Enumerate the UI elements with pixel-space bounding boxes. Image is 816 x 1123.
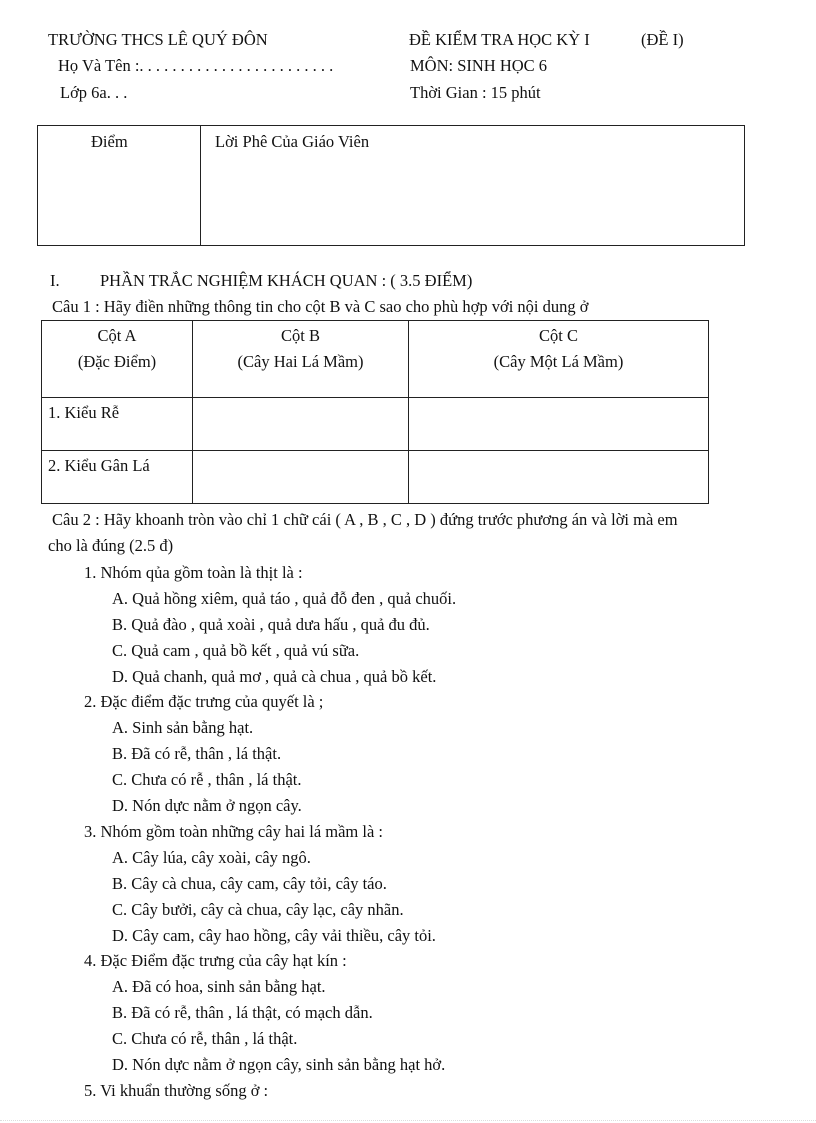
question-2-prompt-line1: Câu 2 : Hãy khoanh tròn vào chỉ 1 chữ cái ( A , B , C , D ) đứng trước phương án và lời mà em — [52, 510, 678, 529]
item-5-stem: 5. Vi khuẩn thường sống ở : — [84, 1081, 269, 1100]
item-4-stem: 4. Đặc Điểm đặc trưng của cây hạt kín : — [84, 951, 347, 970]
answer-cell-dicot-vein[interactable] — [193, 450, 409, 503]
score-cell[interactable] — [38, 126, 201, 246]
item-4-option-a[interactable]: A. Đã có hoa, sinh sản bằng hạt. — [112, 977, 326, 996]
item-1-option-b[interactable]: B. Quả đào , quả xoài , quả dưa hấu , quả đu đủ. — [112, 615, 430, 634]
item-2-option-d[interactable]: D. Nón dực nằm ở ngọn cây. — [112, 796, 302, 815]
item-3-option-b[interactable]: B. Cây cà chua, cây cam, cây tỏi, cây táo. — [112, 874, 387, 893]
exam-subject: MÔN: SINH HỌC 6 — [410, 56, 548, 75]
exam-code: (ĐỀ I) — [641, 30, 684, 49]
section-number: I. — [50, 271, 60, 290]
question-2-prompt-line2: cho là đúng (2.5 đ) — [48, 536, 174, 555]
section-title: PHẦN TRẮC NGHIỆM KHÁCH QUAN : ( 3.5 ĐIỂM) — [100, 271, 473, 290]
item-3-option-c[interactable]: C. Cây bưởi, cây cà chua, cây lạc, cây nhãn. — [112, 900, 404, 919]
row-root-type-label-cell — [42, 398, 193, 450]
answer-cell-dicot-root[interactable] — [193, 398, 409, 450]
item-1-stem: 1. Nhóm qủa gồm toàn là thịt là : — [84, 563, 303, 582]
column-c-title: Cột C — [539, 326, 578, 345]
item-1-option-a[interactable]: A. Quả hồng xiêm, quả táo , quả đỗ đen , quả chuối. — [112, 589, 457, 608]
row-root-type-label: 1. Kiểu Rễ — [48, 403, 120, 423]
item-3-stem: 3. Nhóm gồm toàn những cây hai lá mầm là : — [84, 822, 384, 841]
item-2-option-c[interactable]: C. Chưa có rễ , thân , lá thật. — [112, 770, 302, 789]
item-4-option-d[interactable]: D. Nón dực nằm ở ngọn cây, sinh sản bằng hạt hở. — [112, 1055, 446, 1074]
column-b-header — [193, 321, 409, 398]
question-1-prompt: Câu 1 : Hãy điền những thông tin cho cột B và C sao cho phù hợp với nội dung ở — [52, 297, 589, 316]
student-class-field[interactable]: Lớp 6a. . . — [60, 83, 128, 102]
answer-cell-monocot-vein[interactable] — [409, 450, 709, 503]
item-4-option-c[interactable]: C. Chưa có rễ, thân , lá thật. — [112, 1029, 298, 1048]
score-box — [37, 125, 745, 246]
teacher-comment-cell[interactable] — [201, 126, 745, 246]
row-leaf-vein-label: 2. Kiểu Gân Lá — [48, 455, 150, 475]
column-b-subtitle: (Cây Hai Lá Mầm) — [237, 352, 364, 371]
student-name-field[interactable]: Họ Và Tên :. . . . . . . . . . . . . . . . . . . . . . . . — [58, 56, 334, 75]
score-label: Điểm — [91, 132, 128, 151]
teacher-comment-label: Lời Phê Của Giáo Viên — [215, 132, 370, 151]
exam-duration: Thời Gian : 15 phút — [410, 83, 541, 102]
column-a-header — [42, 321, 193, 398]
item-2-option-b[interactable]: B. Đã có rễ, thân , lá thật. — [112, 744, 282, 763]
item-1-option-c[interactable]: C. Quả cam , quả bồ kết , quả vú sữa. — [112, 641, 360, 660]
question-1-table — [41, 320, 709, 504]
school-name: TRƯỜNG THCS LÊ QUÝ ĐÔN — [48, 30, 268, 49]
column-b-title: Cột B — [281, 326, 320, 345]
item-2-option-a[interactable]: A. Sinh sản bằng hạt. — [112, 718, 254, 737]
item-3-option-d[interactable]: D. Cây cam, cây hao hồng, cây vải thiều, cây tỏi. — [112, 926, 436, 945]
item-4-option-b[interactable]: B. Đã có rễ, thân , lá thật, có mạch dẫn. — [112, 1003, 373, 1022]
column-c-header — [409, 321, 709, 398]
answer-cell-monocot-root[interactable] — [409, 398, 709, 450]
item-3-option-a[interactable]: A. Cây lúa, cây xoài, cây ngô. — [112, 848, 311, 867]
row-leaf-vein-label-cell — [42, 450, 193, 503]
item-2-stem: 2. Đặc điểm đặc trưng của quyết là ; — [84, 692, 324, 711]
column-c-subtitle: (Cây Một Lá Mầm) — [493, 352, 624, 371]
item-1-option-d[interactable]: D. Quả chanh, quả mơ , quả cà chua , quả bồ kết. — [112, 667, 437, 686]
exam-title: ĐỀ KIỂM TRA HỌC KỲ I — [409, 30, 590, 49]
column-a-subtitle: (Đặc Điểm) — [77, 352, 157, 371]
page-bottom-divider — [0, 1120, 816, 1121]
column-a-title: Cột A — [97, 326, 137, 345]
